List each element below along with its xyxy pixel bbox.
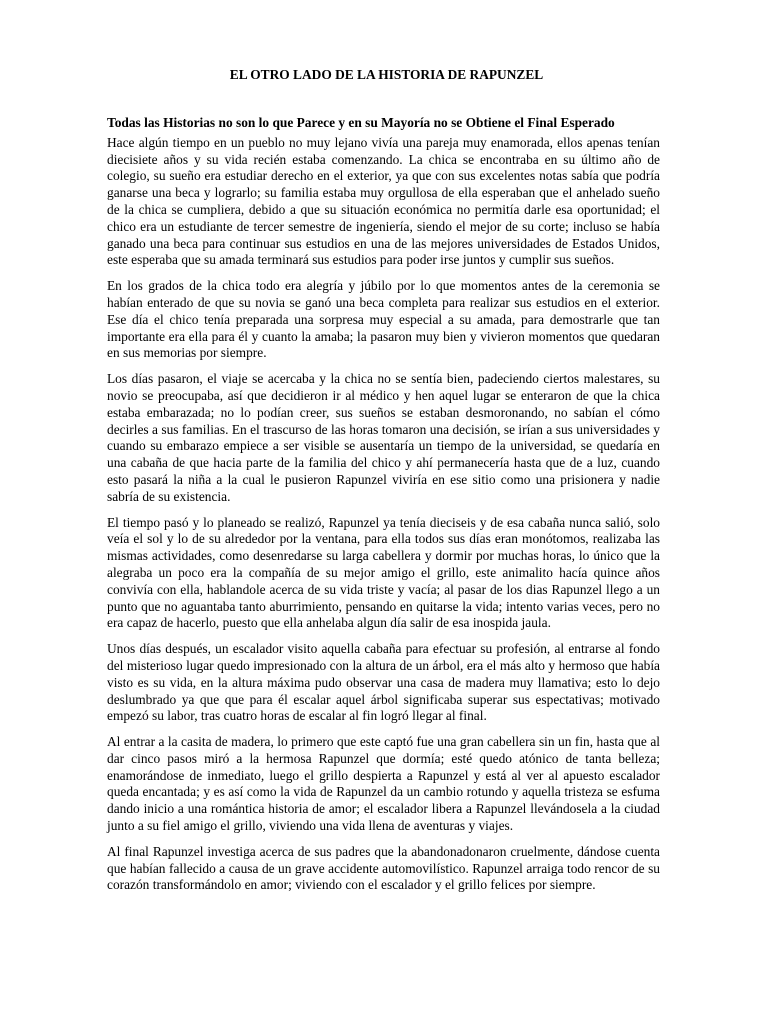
paragraph-2: En los grados de la chica todo era alegría y júbilo por lo que momentos antes de la ceremonia se habían enterado de que su novia se ganó una beca completa para realizar sus estudios en el exterior. Ese día el chico tenía preparada una sorpresa muy especial a su amada, para demostrarle que tan importante era ella para él y cuanto la amaba; la pasaron muy bien y vivieron momentos que quedaran en sus memorias por siempre. [107,278,660,361]
document-title: EL OTRO LADO DE LA HISTORIA DE RAPUNZEL [229,67,544,82]
paragraph-5: Unos días después, un escalador visito aquella cabaña para efectuar su profesión, al entrarse al fondo del misterioso lugar quedo impresionado con la altura de un árbol, era el más alto y hermoso que había visto es su vida, en la altura máxima pudo observar una casa de madera muy llamativa; esto lo dejo deslumbrado ya que que para él escalar aquel árbol significaba superar sus espectativas; motivado empezó su labor, tras cuatro horas de escalar al fin logró llegar al final. [107,641,660,724]
document-page [107,66,660,903]
paragraph-7: Al final Rapunzel investiga acerca de sus padres que la abandonadonaron cruelmente, dándose cuenta que habían fallecido a causa de un grave accidente automovilístico. Rapunzel arraiga todo rencor de su corazón transformándolo en amor; viviendo con el escalador y el grillo felices por siempre. [107,843,660,893]
document-subtitle: Todas las Historias no son lo que Parece y en su Mayoría no se Obtiene el Final Esperado [107,115,615,130]
paragraph-1: Hace algún tiempo en un pueblo no muy lejano vivía una pareja muy enamorada, ellos apenas tenían diecisiete años y su vida recién estaba comenzando. La chica se encontraba en su último año de colegio, su sueño era estudiar derecho en el exterior, ya que con sus excelentes notas sabía que podría ganarse una beca y lograrlo; su familia estaba muy orgullosa de ella esperaban que el anhelado sueño de la chica se cumpliera, debido a que su situación económica no permitía darle esa oportunidad; el chico era un estudiante de tercer semestre de ingeniería, siendo el mejor de su corte; incluso se había ganado una beca para continuar sus estudios en una de las mejores universidades de Estados Unidos, este esperaba que su amada terminará sus estudios para poder irse juntos y cumplir sus sueños. [107,134,660,268]
paragraph-4: El tiempo pasó y lo planeado se realizó, Rapunzel ya tenía dieciseis y de esa cabaña nunca salió, solo veía el sol y lo de su alrededor por la ventana, para ella todos sus días eran monótomos, realizaba las mismas actividades, como desenredarse su larga cabellera y dormir por muchas horas, lo único que la alegraba un poco era la compañía de su mejor amigo el grillo, este animalito hacía quince años convivía con ella, hablandole acerca de su vida triste y vacía; al pasar de los dias Rapunzel llego a un punto que no aguantaba tanto aburrimiento, pensando en quitarse la vida; intento varias veces, pero no era capaz de hacerlo, puesto que ella anhelaba algun día salir de esa inospida jaula. [107,514,660,631]
paragraph-3: Los días pasaron, el viaje se acercaba y la chica no se sentía bien, padeciendo ciertos malestares, su novio se preocupaba, así que decidieron ir al médico y hen aquel lugar se enteraron de que la chica estaba embarazada; no lo podían creer, sus sueños se estaban desmoronando, no sabían el cómo decirles a sus familias. En el trascurso de las horas tomaron una decisión, se irían a sus universidades y cuando su embarazo empiece a ser visible se ausentaría un tiempo de la universidad, se quedaría en una cabaña de que hacia parte de la familia del chico y ahí permanecería hasta que de a luz, cuando esto pasará la niña a la cual le pusieron Rapunzel viviría en ese sitio como una prisionera y nadie sabría de su existencia. [107,371,660,504]
paragraph-6: Al entrar a la casita de madera, lo primero que este captó fue una gran cabellera sin un fin, hasta que al dar cinco pasos miró a la hermosa Rapunzel que dormía; esté quedo atónico de tanta belleza; enamorándose de inmediato, luego el grillo despierta a Rapunzel y está al ver al apuesto escalador queda encantada; y es así como la vida de Rapunzel da un cambio rotundo y aquella tristeza se esfuma dando inicio a una romántica historia de amor; el escalador libera a Rapunzel llevándosela a la ciudad junto a su fiel amigo el grillo, viviendo una vida llena de aventuras y viajes. [107,734,660,834]
